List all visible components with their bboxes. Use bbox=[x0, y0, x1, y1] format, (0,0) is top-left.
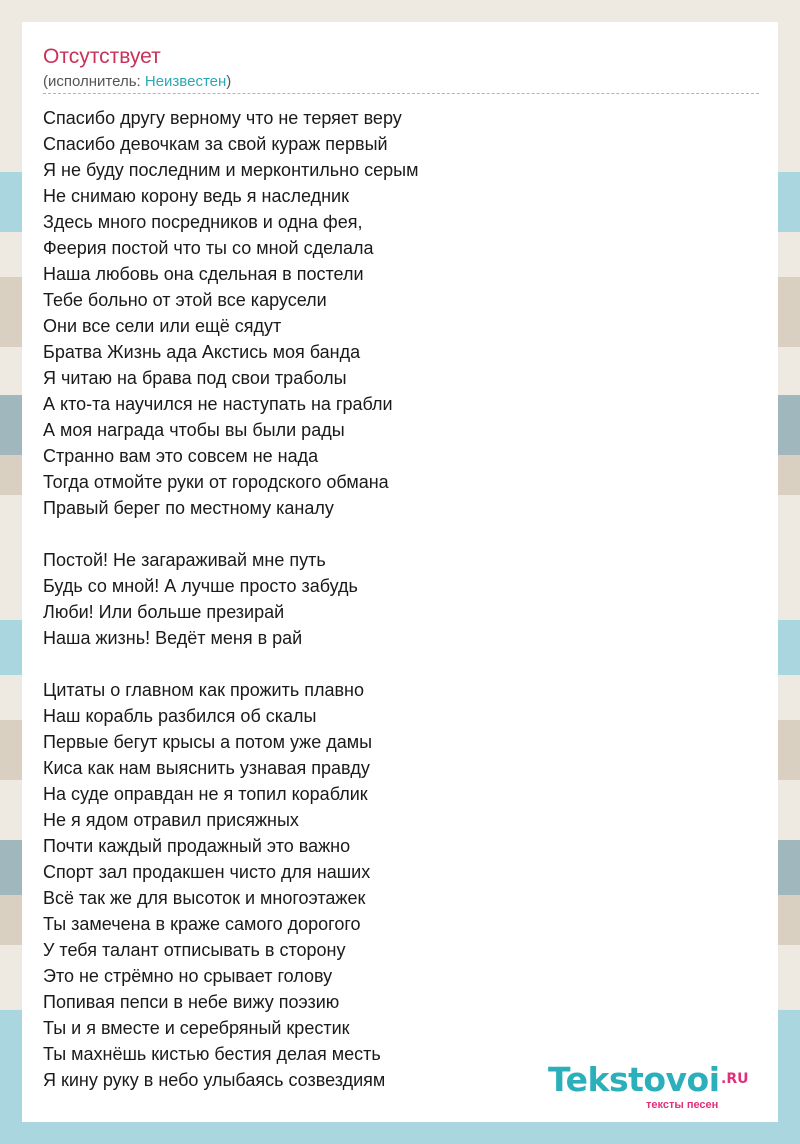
artist-suffix: ) bbox=[226, 73, 232, 90]
title-divider bbox=[43, 93, 759, 94]
lyric-line: Почти каждый продажный это важно bbox=[43, 836, 351, 856]
lyric-line: Спасибо другу верному что не теряет веру bbox=[43, 108, 402, 128]
lyric-line: На суде оправдан не я топил кораблик bbox=[43, 784, 368, 804]
lyric-line: Ты замечена в краже самого дорогого bbox=[43, 914, 361, 934]
lyric-line: Правый берег по местному каналу bbox=[43, 498, 334, 518]
artist-link[interactable]: Неизвестен bbox=[144, 73, 227, 90]
lyric-line: Это не стрёмно но срывает голову bbox=[43, 966, 333, 986]
lyric-line: Тогда отмойте руки от городского обмана bbox=[43, 472, 389, 492]
lyric-line: Феерия постой что ты со мной сделала bbox=[43, 238, 374, 258]
stanza-break bbox=[43, 521, 759, 547]
lyric-line: Первые бегут крысы а потом уже дамы bbox=[43, 732, 373, 752]
lyric-line: Люби! Или больше презирай bbox=[43, 602, 285, 622]
lyric-line: У тебя талант отписывать в сторону bbox=[43, 940, 346, 960]
lyric-line: Наша жизнь! Ведёт меня в рай bbox=[43, 628, 303, 648]
lyric-line: Они все сели или ещё сядут bbox=[43, 316, 282, 336]
lyric-line: Ты и я вместе и серебряный крестик bbox=[43, 1018, 350, 1038]
song-title: Отсутствует bbox=[43, 45, 161, 68]
lyrics-card bbox=[22, 22, 778, 1122]
lyric-line: А кто-та научился не наступать на грабли bbox=[43, 394, 393, 414]
lyric-line: Здесь много посредников и одна фея, bbox=[43, 212, 363, 232]
logo-tagline: тексты песен bbox=[646, 1099, 719, 1111]
lyric-line: Братва Жизнь ада Акстись моя банда bbox=[43, 342, 361, 362]
lyric-line: Всё так же для высоток и многоэтажек bbox=[43, 888, 366, 908]
lyric-line: Я читаю на брава под свои траболы bbox=[43, 368, 347, 388]
site-logo[interactable] bbox=[548, 1058, 748, 1118]
lyrics-text bbox=[43, 105, 759, 1093]
lyric-line: Цитаты о главном как прожить плавно bbox=[43, 680, 365, 700]
lyric-line: Попивая пепси в небе вижу поэзию bbox=[43, 992, 340, 1012]
lyric-line: Киса как нам выяснить узнавая правду bbox=[43, 758, 370, 778]
stanza-break bbox=[43, 651, 759, 677]
lyric-line: Постой! Не загараживай мне путь bbox=[43, 550, 326, 570]
lyric-line: Я не буду последним и мерконтильно серым bbox=[43, 160, 419, 180]
logo-tld: .RU bbox=[721, 1071, 749, 1087]
artist-prefix: (исполнитель: bbox=[43, 73, 145, 90]
lyric-line: Спасибо девочкам за свой кураж первый bbox=[43, 134, 388, 154]
lyric-line: Я кину руку в небо улыбаясь созвездиям bbox=[43, 1070, 386, 1090]
artist-line bbox=[43, 72, 231, 92]
logo-wordmark: Tekstovoi bbox=[548, 1060, 720, 1099]
lyric-line: А моя награда чтобы вы были рады bbox=[43, 420, 345, 440]
lyric-line: Будь со мной! А лучше просто забудь bbox=[43, 576, 358, 596]
lyric-line: Наш корабль разбился об скалы bbox=[43, 706, 317, 726]
lyric-line: Спорт зал продакшен чисто для наших bbox=[43, 862, 371, 882]
lyric-line: Ты махнёшь кистью бестия делая месть bbox=[43, 1044, 381, 1064]
lyric-line: Не снимаю корону ведь я наследник bbox=[43, 186, 349, 206]
lyric-line: Тебе больно от этой все карусели bbox=[43, 290, 327, 310]
lyric-line: Странно вам это совсем не нада bbox=[43, 446, 319, 466]
lyric-line: Наша любовь она сдельная в постели bbox=[43, 264, 364, 284]
lyric-line: Не я ядом отравил присяжных bbox=[43, 810, 299, 830]
